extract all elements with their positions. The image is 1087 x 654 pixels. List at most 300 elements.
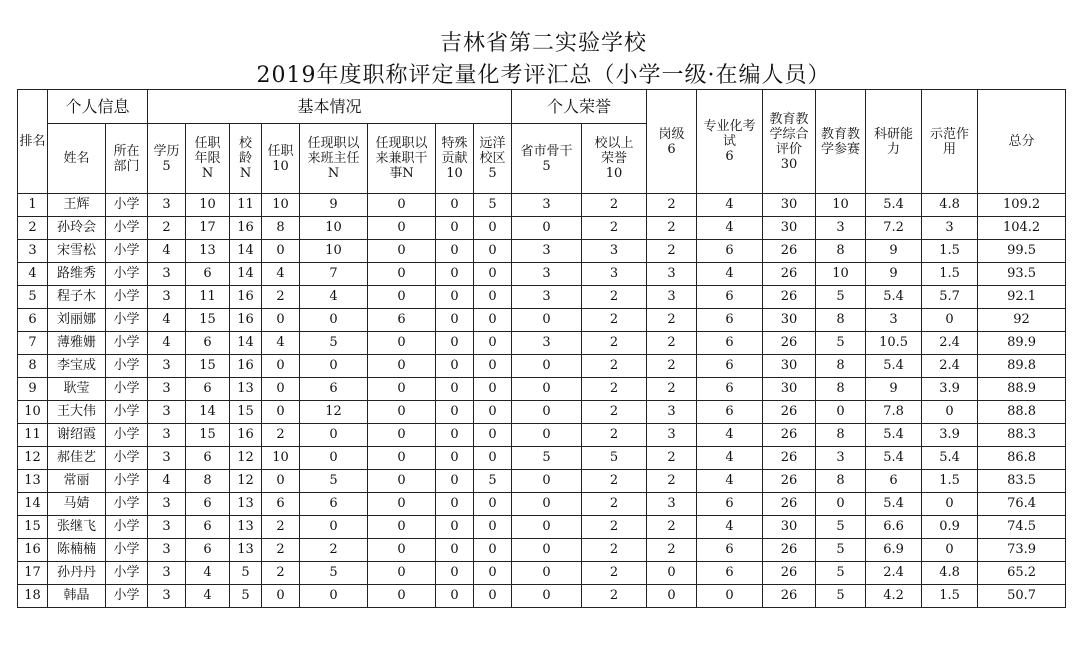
table-cell: 李宝成 [48,355,106,378]
table-cell: 2 [262,562,300,585]
table-cell: 11 [18,424,48,447]
table-cell: 26 [763,539,816,562]
table-cell: 3 [148,447,186,470]
table-cell: 0 [300,447,368,470]
table-cell: 12 [18,447,48,470]
table-cell: 2 [582,332,647,355]
table-cell: 26 [763,562,816,585]
table-cell: 小学 [106,516,148,539]
table-cell: 3 [148,493,186,516]
table-cell: 路维秀 [48,263,106,286]
demonstration-header: 示范作 用 [922,90,978,194]
honors-header: 个人荣誉 [512,90,647,124]
table-cell: 小学 [106,332,148,355]
table-cell: 14 [18,493,48,516]
table-cell: 4.8 [922,562,978,585]
table-cell: 6 [186,332,230,355]
table-cell: 92 [978,309,1066,332]
table-cell: 耿莹 [48,378,106,401]
total-header: 总分 [978,90,1066,194]
table-cell: 13 [230,493,262,516]
table-cell: 14 [230,263,262,286]
table-cell: 0 [300,309,368,332]
table-cell: 5.4 [866,286,922,309]
table-cell: 16 [230,424,262,447]
rank-header: 排名 [18,90,48,194]
table-cell: 2 [647,194,697,217]
table-cell: 1.5 [922,585,978,608]
table-cell: 10 [300,240,368,263]
table-cell: 6 [697,539,763,562]
column-header: 任现职以 来兼职干 事N [368,124,436,194]
table-cell: 0 [474,539,512,562]
table-cell: 小学 [106,240,148,263]
table-cell: 6 [697,332,763,355]
table-cell: 0 [368,447,436,470]
table-cell: 30 [763,516,816,539]
table-cell: 8 [816,378,866,401]
table-cell: 2 [582,401,647,424]
table-cell: 16 [18,539,48,562]
table-cell: 6 [300,378,368,401]
table-cell: 0 [474,378,512,401]
table-cell: 12 [230,470,262,493]
column-header: 所在 部门 [106,124,148,194]
table-cell: 0 [474,585,512,608]
table-cell: 0 [512,493,582,516]
table-cell: 26 [763,240,816,263]
table-cell: 0 [368,539,436,562]
table-cell: 2 [582,194,647,217]
header-row-groups [18,90,1066,124]
table-cell: 50.7 [978,585,1066,608]
table-cell: 4 [697,263,763,286]
table-cell: 10 [262,447,300,470]
table-cell: 0 [512,355,582,378]
table-cell: 2.4 [866,562,922,585]
table-cell: 13 [230,378,262,401]
table-cell: 0 [474,332,512,355]
table-cell: 0 [300,516,368,539]
table-cell: 65.2 [978,562,1066,585]
table-cell: 88.3 [978,424,1066,447]
table-cell: 0 [697,585,763,608]
table-cell: 4 [697,194,763,217]
table-cell: 1.5 [922,240,978,263]
table-cell: 30 [763,194,816,217]
table-cell: 0 [436,240,474,263]
table-cell: 0 [436,332,474,355]
table-cell: 0 [436,585,474,608]
table-cell: 0 [647,562,697,585]
table-cell: 4 [186,562,230,585]
table-cell: 5 [474,194,512,217]
table-cell: 0 [474,263,512,286]
table-cell: 109.2 [978,194,1066,217]
table-cell: 0 [512,585,582,608]
table-cell: 3 [922,217,978,240]
table-cell: 小学 [106,562,148,585]
table-cell: 7.8 [866,401,922,424]
table-cell: 99.5 [978,240,1066,263]
table-cell: 0 [922,401,978,424]
table-cell: 2 [262,516,300,539]
table-cell: 3 [18,240,48,263]
table-cell: 小学 [106,493,148,516]
table-cell: 王大伟 [48,401,106,424]
table-cell: 11 [186,286,230,309]
table-cell: 89.8 [978,355,1066,378]
post-header: 岗级 6 [647,90,697,194]
table-cell: 0 [436,378,474,401]
table-cell: 6 [697,562,763,585]
table-cell: 8 [816,309,866,332]
table-cell: 4 [18,263,48,286]
table-cell: 6 [697,240,763,263]
table-cell: 9 [866,378,922,401]
table-cell: 程子木 [48,286,106,309]
table-cell: 0 [474,240,512,263]
table-cell: 11 [230,194,262,217]
table-cell: 8 [262,217,300,240]
table-cell: 0 [474,355,512,378]
table-cell: 86.8 [978,447,1066,470]
table-cell: 8 [816,470,866,493]
table-cell: 0 [436,309,474,332]
table-cell: 0 [368,424,436,447]
table-row [18,585,1066,608]
table-cell: 92.1 [978,286,1066,309]
table-row [18,539,1066,562]
table-cell: 6 [186,493,230,516]
table-cell: 小学 [106,470,148,493]
table-cell: 0 [368,194,436,217]
table-cell: 2 [582,355,647,378]
table-cell: 3 [148,424,186,447]
table-cell: 0 [368,401,436,424]
column-header: 校 龄 N [230,124,262,194]
table-cell: 2.4 [922,332,978,355]
table-row [18,424,1066,447]
table-cell: 3 [512,194,582,217]
table-cell: 3.9 [922,378,978,401]
table-cell: 0 [436,286,474,309]
table-cell: 0 [436,217,474,240]
table-cell: 2 [582,424,647,447]
table-cell: 小学 [106,286,148,309]
table-cell: 2 [582,562,647,585]
table-cell: 0 [368,355,436,378]
table-cell: 5 [816,585,866,608]
table-cell: 2 [647,470,697,493]
table-cell: 73.9 [978,539,1066,562]
table-cell: 74.5 [978,516,1066,539]
column-header: 姓名 [48,124,106,194]
table-row [18,562,1066,585]
table-cell: 6 [697,355,763,378]
table-cell: 3 [512,240,582,263]
table-cell: 0 [512,424,582,447]
table-cell: 5 [816,332,866,355]
table-cell: 5 [582,447,647,470]
table-cell: 6 [697,286,763,309]
table-cell: 0 [300,424,368,447]
table-cell: 26 [763,286,816,309]
column-header: 特殊 贡献 10 [436,124,474,194]
table-cell: 0 [474,516,512,539]
table-cell: 3 [647,286,697,309]
table-row [18,286,1066,309]
table-cell: 5.4 [866,493,922,516]
table-cell: 0 [262,355,300,378]
column-header: 省市骨干 5 [512,124,582,194]
table-cell: 16 [230,217,262,240]
table-row [18,470,1066,493]
table-cell: 3 [148,401,186,424]
competition-header: 教育教 学参赛 [816,90,866,194]
table-cell: 10 [18,401,48,424]
table-cell: 0 [262,401,300,424]
table-cell: 5 [18,286,48,309]
table-cell: 0 [816,401,866,424]
column-header: 任现职以 来班主任 N [300,124,368,194]
table-cell: 3 [647,493,697,516]
table-cell: 9 [866,263,922,286]
table-cell: 93.5 [978,263,1066,286]
table-row [18,355,1066,378]
table-cell: 0 [512,378,582,401]
table-cell: 0 [647,585,697,608]
table-cell: 5.4 [922,447,978,470]
table-cell: 4 [697,424,763,447]
table-cell: 0 [474,447,512,470]
table-cell: 14 [186,401,230,424]
table-cell: 薄雅姗 [48,332,106,355]
table-cell: 0 [436,355,474,378]
table-cell: 5 [816,286,866,309]
table-cell: 0 [300,585,368,608]
table-cell: 3 [582,240,647,263]
table-cell: 2 [582,470,647,493]
table-cell: 2 [582,585,647,608]
table-cell: 张继飞 [48,516,106,539]
table-cell: 6 [186,378,230,401]
table-cell: 15 [230,401,262,424]
table-row [18,240,1066,263]
table-cell: 小学 [106,378,148,401]
table-cell: 2.4 [922,355,978,378]
table-row [18,401,1066,424]
table-cell: 26 [763,263,816,286]
table-cell: 15 [186,424,230,447]
table-cell: 3 [148,378,186,401]
table-cell: 0 [368,516,436,539]
table-cell: 2 [647,516,697,539]
table-cell: 5.4 [866,424,922,447]
column-header: 任职 10 [262,124,300,194]
table-cell: 0 [368,470,436,493]
table-cell: 13 [230,516,262,539]
table-cell: 83.5 [978,470,1066,493]
table-cell: 3 [647,263,697,286]
table-cell: 0 [262,585,300,608]
table-cell: 2 [262,424,300,447]
table-cell: 10 [262,194,300,217]
table-cell: 76.4 [978,493,1066,516]
table-cell: 0 [368,240,436,263]
table-cell: 8 [816,240,866,263]
table-cell: 14 [230,240,262,263]
table-cell: 4 [262,263,300,286]
table-cell: 小学 [106,194,148,217]
table-cell: 7 [300,263,368,286]
table-cell: 26 [763,424,816,447]
table-cell: 6 [697,309,763,332]
table-cell: 6 [697,378,763,401]
table-cell: 4.2 [866,585,922,608]
table-cell: 小学 [106,539,148,562]
table-cell: 0 [436,194,474,217]
table-cell: 孙玲会 [48,217,106,240]
table-cell: 6 [300,493,368,516]
table-cell: 韩晶 [48,585,106,608]
table-cell: 小学 [106,217,148,240]
table-cell: 5 [300,470,368,493]
table-cell: 17 [186,217,230,240]
table-cell: 30 [763,309,816,332]
table-cell: 郝佳艺 [48,447,106,470]
table-cell: 0 [474,309,512,332]
table-cell: 2 [582,309,647,332]
table-cell: 30 [763,355,816,378]
table-cell: 3 [148,355,186,378]
table-cell: 6.6 [866,516,922,539]
table-cell: 13 [18,470,48,493]
table-cell: 26 [763,332,816,355]
table-cell: 2 [582,516,647,539]
table-row [18,194,1066,217]
table-cell: 0 [922,539,978,562]
table-cell: 0 [368,378,436,401]
table-row [18,263,1066,286]
table-cell: 3 [647,424,697,447]
column-header: 学历 5 [148,124,186,194]
table-cell: 0 [474,562,512,585]
table-cell: 0 [436,516,474,539]
table-cell: 7 [18,332,48,355]
table-cell: 17 [18,562,48,585]
table-cell: 6 [866,470,922,493]
table-cell: 5 [512,447,582,470]
table-cell: 2 [647,539,697,562]
table-cell: 8 [18,355,48,378]
table-cell: 陈楠楠 [48,539,106,562]
table-cell: 9 [866,240,922,263]
table-cell: 0 [474,217,512,240]
table-cell: 6 [697,401,763,424]
table-cell: 0 [368,286,436,309]
table-cell: 2 [647,217,697,240]
table-cell: 2 [582,378,647,401]
table-row [18,332,1066,355]
table-cell: 3 [816,447,866,470]
table-cell: 8 [186,470,230,493]
table-cell: 0 [436,424,474,447]
table-cell: 3 [148,194,186,217]
table-cell: 2 [647,378,697,401]
table-cell: 4 [262,332,300,355]
table-cell: 16 [230,355,262,378]
table-cell: 6.9 [866,539,922,562]
table-cell: 0 [922,493,978,516]
table-cell: 26 [763,401,816,424]
table-cell: 小学 [106,401,148,424]
table-cell: 26 [763,470,816,493]
table-cell: 0 [512,401,582,424]
table-cell: 3 [148,539,186,562]
table-cell: 10 [816,263,866,286]
table-cell: 10 [186,194,230,217]
table-cell: 16 [230,286,262,309]
table-cell: 宋雪松 [48,240,106,263]
table-cell: 4 [186,585,230,608]
table-cell: 0 [262,240,300,263]
personal-info-header: 个人信息 [48,90,148,124]
table-cell: 4 [148,240,186,263]
table-cell: 0 [512,539,582,562]
table-cell: 3 [512,332,582,355]
table-cell: 0 [436,470,474,493]
table-cell: 2 [647,309,697,332]
table-cell: 3 [647,401,697,424]
table-row [18,493,1066,516]
table-cell: 0 [436,447,474,470]
table-row [18,447,1066,470]
table-cell: 6 [186,539,230,562]
table-cell: 王辉 [48,194,106,217]
table-cell: 15 [186,309,230,332]
table-cell: 小学 [106,447,148,470]
table-cell: 8 [816,355,866,378]
table-cell: 0 [474,286,512,309]
table-cell: 10 [300,217,368,240]
table-cell: 2 [647,447,697,470]
column-header: 校以上 荣誉 10 [582,124,647,194]
table-cell: 0 [436,562,474,585]
table-cell: 3 [148,286,186,309]
table-cell: 5.4 [866,447,922,470]
research-header: 科研能 力 [866,90,922,194]
specialized-exam-header: 专业化考 试 6 [697,90,763,194]
table-cell: 6 [262,493,300,516]
table-cell: 孙丹丹 [48,562,106,585]
table-cell: 8 [816,424,866,447]
table-cell: 6 [186,516,230,539]
table-cell: 0 [474,493,512,516]
table-cell: 小学 [106,263,148,286]
table-cell: 0 [512,217,582,240]
table-cell: 0 [512,516,582,539]
table-cell: 2 [647,240,697,263]
table-cell: 89.9 [978,332,1066,355]
table-cell: 4.8 [922,194,978,217]
table-cell: 0 [512,470,582,493]
table-cell: 5 [230,562,262,585]
table-cell: 16 [230,309,262,332]
table-cell: 0 [368,493,436,516]
document-title: 吉林省第二实验学校 [439,31,647,56]
table-cell: 26 [763,447,816,470]
